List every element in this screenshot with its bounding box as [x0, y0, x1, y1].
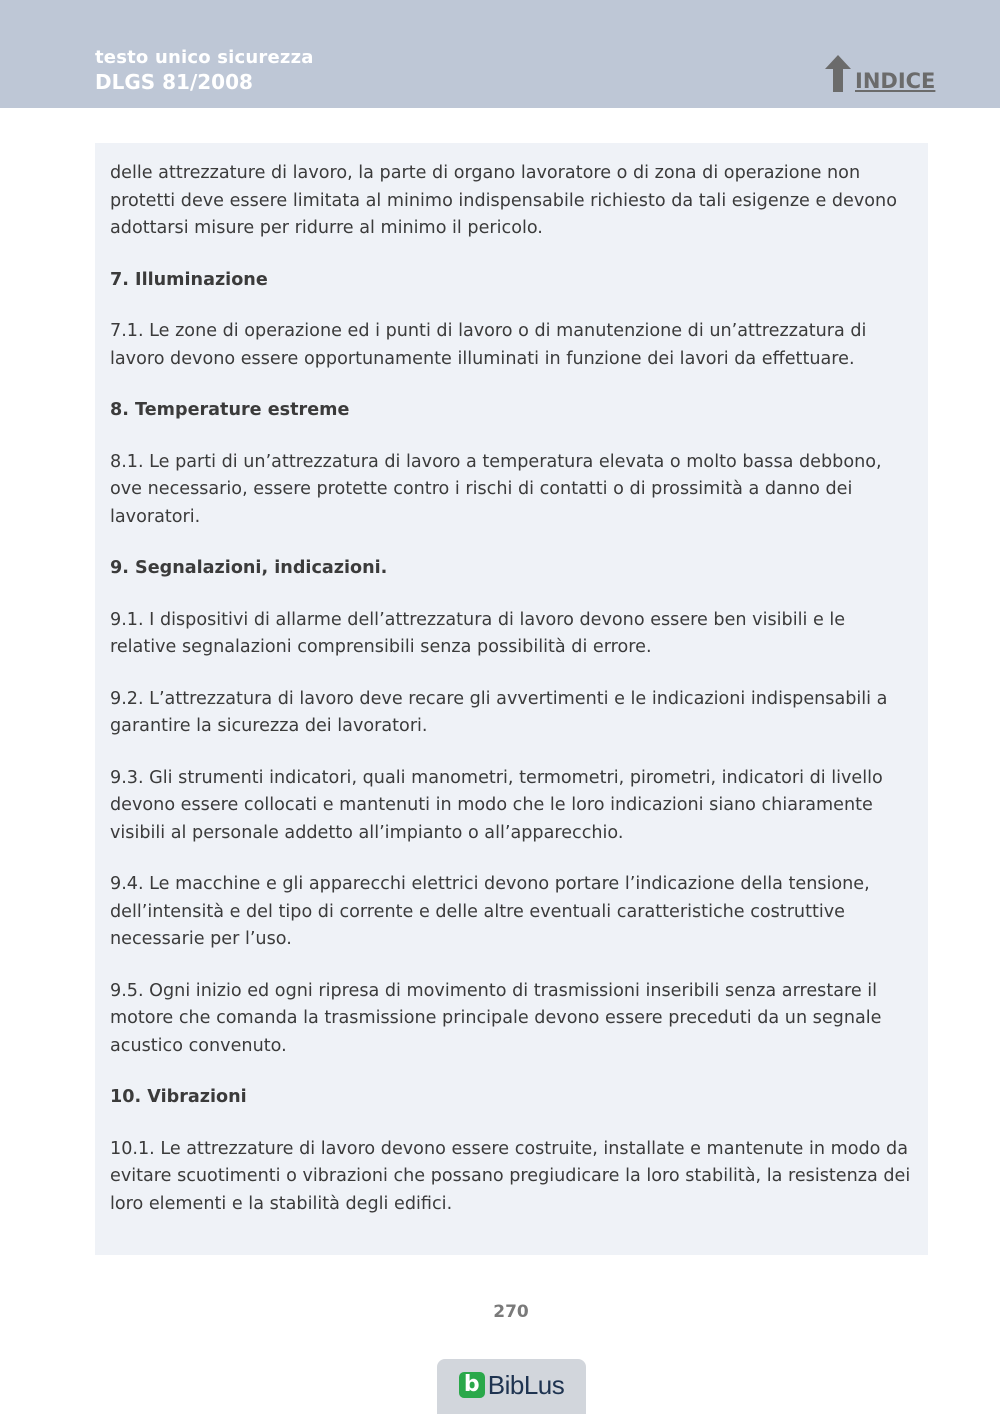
- page-header: [0, 0, 1000, 108]
- index-link[interactable]: [824, 54, 935, 94]
- biblus-logo-icon: b: [459, 1372, 485, 1398]
- paragraph: 8.1. Le parti di un’attrezzatura di lavoro a temperatura elevata o molto bassa debbono, ove necessario, essere protette contro i rischi di contatti o di prossimità a danno dei lavoratori.: [110, 451, 882, 527]
- paragraph: 9.1. I dispositivi di allarme dell’attrezzatura di lavoro devono essere ben visibili e le relative segnalazioni comprensibili senza possibilità di errore.: [110, 609, 846, 657]
- section-heading: 8. Temperature estreme: [110, 400, 350, 420]
- index-label: INDICE: [855, 69, 936, 93]
- biblus-logo-text: BibLus: [487, 1369, 565, 1400]
- page-number: 270: [493, 1302, 529, 1322]
- section-heading: 7. Illuminazione: [110, 269, 268, 290]
- arrow-up-icon: [824, 54, 852, 94]
- document-title-line2: DLGS 81/2008: [95, 70, 253, 94]
- paragraph: 9.4. Le macchine e gli apparecchi elettrici devono portare l’indicazione della tensione, dell’intensità e del tipo di corrente e delle altre eventuali caratteristiche costruttive necessarie per l’uso.: [110, 874, 870, 949]
- paragraph: 10.1. Le attrezzature di lavoro devono essere costruite, installate e mantenute in modo da evitare scuotimenti o vibrazioni che possano pregiudicare la loro stabilità, la resistenza dei loro elementi e la stabilità degli edifici.: [110, 1138, 911, 1214]
- paragraph: 9.2. L’attrezzatura di lavoro deve recare gli avvertimenti e le indicazioni indispensabili a garantire la sicurezza dei lavoratori.: [110, 688, 888, 736]
- paragraph: 9.5. Ogni inizio ed ogni ripresa di movimento di trasmissioni inseribili senza arrestare il motore che comanda la trasmissione principale devono essere preceduti da un segnale acustico convenuto.: [110, 980, 882, 1056]
- intro-paragraph: delle attrezzature di lavoro, la parte di organo lavoratore o di zona di operazione non protetti deve essere limitata al minimo indispensabile richiesto da tali esigenze e devono adottarsi misure per ridurre al minimo il pericolo.: [110, 163, 897, 238]
- document-title: [95, 46, 314, 94]
- section-heading: 10. Vibrazioni: [110, 1087, 247, 1107]
- content-panel: [95, 143, 928, 1255]
- paragraph: 9.3. Gli strumenti indicatori, quali manometri, termometri, pirometri, indicatori di livello devono essere collocati e mantenuti in modo che le loro indicazioni siano chiaramente visibili al personale addetto all’impianto o all’apparecchio.: [110, 767, 883, 843]
- biblus-logo[interactable]: [437, 1359, 586, 1414]
- document-title-line1: testo unico sicurezza: [95, 47, 314, 68]
- section-heading: 9. Segnalazioni, indicazioni.: [110, 558, 388, 578]
- paragraph: 7.1. Le zone di operazione ed i punti di lavoro o di manutenzione di un’attrezzatura di lavoro devono essere opportunamente illuminati in funzione dei lavori da effettuare.: [110, 321, 867, 369]
